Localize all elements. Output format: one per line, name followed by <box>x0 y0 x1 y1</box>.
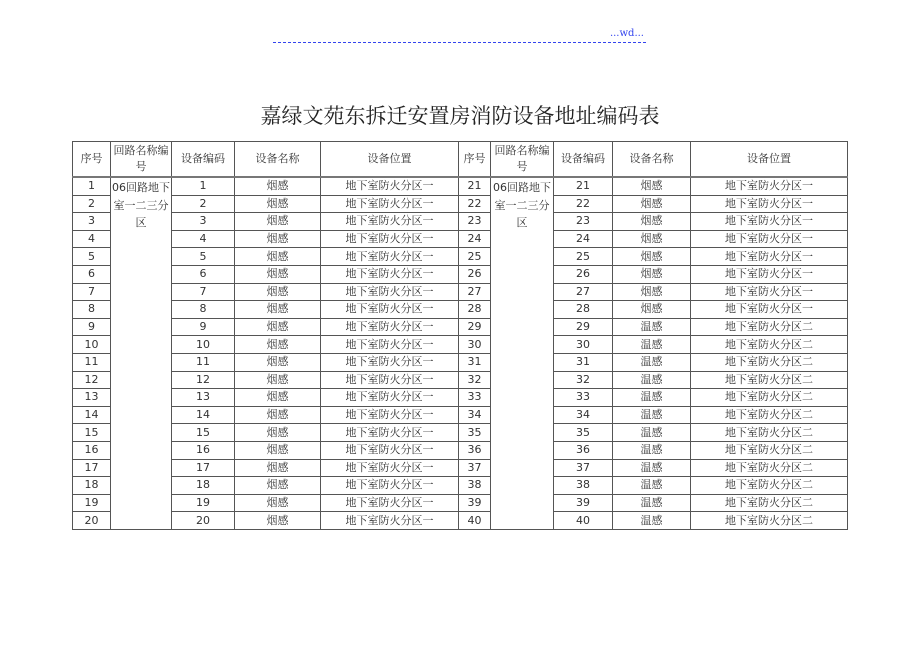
serial-number: 30 <box>459 336 491 354</box>
device-code: 32 <box>554 371 613 389</box>
device-location: 地下室防火分区一 <box>321 230 459 248</box>
table-row <box>73 389 848 407</box>
col-header: 设备编码 <box>172 142 235 178</box>
device-name: 温感 <box>613 353 691 371</box>
table-row <box>73 283 848 301</box>
serial-number: 12 <box>73 371 111 389</box>
serial-number: 29 <box>459 318 491 336</box>
device-code: 21 <box>554 177 613 195</box>
device-location: 地下室防火分区二 <box>691 318 848 336</box>
device-name: 温感 <box>613 336 691 354</box>
device-code: 11 <box>172 353 235 371</box>
device-name: 烟感 <box>613 283 691 301</box>
serial-number: 1 <box>73 177 111 195</box>
col-header: 设备编码 <box>554 142 613 178</box>
device-code: 36 <box>554 441 613 459</box>
device-location: 地下室防火分区二 <box>691 424 848 442</box>
device-location: 地下室防火分区二 <box>691 441 848 459</box>
serial-number: 16 <box>73 441 111 459</box>
device-code: 34 <box>554 406 613 424</box>
device-code: 3 <box>172 213 235 231</box>
serial-number: 21 <box>459 177 491 195</box>
device-code: 17 <box>172 459 235 477</box>
device-code: 23 <box>554 213 613 231</box>
table-row <box>73 195 848 213</box>
table-row <box>73 318 848 336</box>
device-code: 33 <box>554 389 613 407</box>
device-location: 地下室防火分区二 <box>691 406 848 424</box>
device-code: 8 <box>172 301 235 319</box>
device-name: 烟感 <box>235 283 321 301</box>
table-row <box>73 477 848 495</box>
device-name: 烟感 <box>613 248 691 266</box>
device-location: 地下室防火分区一 <box>691 195 848 213</box>
device-code: 28 <box>554 301 613 319</box>
device-code: 26 <box>554 265 613 283</box>
device-location: 地下室防火分区一 <box>321 512 459 530</box>
device-location: 地下室防火分区一 <box>321 318 459 336</box>
serial-number: 20 <box>73 512 111 530</box>
loop-name: 06回路地下室一二三分区 <box>491 177 554 529</box>
device-code: 5 <box>172 248 235 266</box>
serial-number: 39 <box>459 494 491 512</box>
serial-number: 32 <box>459 371 491 389</box>
device-code: 19 <box>172 494 235 512</box>
device-code: 35 <box>554 424 613 442</box>
device-name: 烟感 <box>235 477 321 495</box>
device-name: 温感 <box>613 459 691 477</box>
device-location: 地下室防火分区一 <box>321 406 459 424</box>
device-location: 地下室防火分区一 <box>321 424 459 442</box>
device-code: 39 <box>554 494 613 512</box>
device-location: 地下室防火分区二 <box>691 477 848 495</box>
serial-number: 5 <box>73 248 111 266</box>
device-code: 16 <box>172 441 235 459</box>
serial-number: 22 <box>459 195 491 213</box>
device-name: 烟感 <box>613 301 691 319</box>
serial-number: 6 <box>73 265 111 283</box>
serial-number: 27 <box>459 283 491 301</box>
device-location: 地下室防火分区一 <box>321 441 459 459</box>
table-row <box>73 441 848 459</box>
device-location: 地下室防火分区一 <box>321 265 459 283</box>
device-code: 12 <box>172 371 235 389</box>
loop-name: 06回路地下室一二三分区 <box>111 177 172 529</box>
device-location: 地下室防火分区一 <box>321 494 459 512</box>
device-name: 烟感 <box>235 406 321 424</box>
serial-number: 25 <box>459 248 491 266</box>
device-code: 29 <box>554 318 613 336</box>
device-location: 地下室防火分区二 <box>691 494 848 512</box>
serial-number: 18 <box>73 477 111 495</box>
serial-number: 40 <box>459 512 491 530</box>
table-row <box>73 213 848 231</box>
device-location: 地下室防火分区一 <box>321 248 459 266</box>
device-location: 地下室防火分区一 <box>321 336 459 354</box>
table-row <box>73 230 848 248</box>
device-code: 38 <box>554 477 613 495</box>
device-location: 地下室防火分区一 <box>691 230 848 248</box>
device-name: 烟感 <box>235 512 321 530</box>
device-code: 13 <box>172 389 235 407</box>
table-row <box>73 371 848 389</box>
serial-number: 24 <box>459 230 491 248</box>
device-name: 烟感 <box>613 230 691 248</box>
device-name: 烟感 <box>235 353 321 371</box>
device-location: 地下室防火分区二 <box>691 371 848 389</box>
device-name: 烟感 <box>235 441 321 459</box>
device-name: 烟感 <box>235 459 321 477</box>
header-mark: ...wd... <box>609 28 644 39</box>
serial-number: 4 <box>73 230 111 248</box>
table-row <box>73 177 848 195</box>
device-name: 烟感 <box>613 213 691 231</box>
device-code: 22 <box>554 195 613 213</box>
serial-number: 19 <box>73 494 111 512</box>
serial-number: 13 <box>73 389 111 407</box>
device-code: 9 <box>172 318 235 336</box>
col-header: 设备名称 <box>613 142 691 178</box>
device-name: 烟感 <box>235 230 321 248</box>
device-location: 地下室防火分区一 <box>321 283 459 301</box>
device-name: 烟感 <box>235 213 321 231</box>
device-location: 地下室防火分区一 <box>321 459 459 477</box>
device-name: 温感 <box>613 318 691 336</box>
device-name: 烟感 <box>235 301 321 319</box>
device-code: 18 <box>172 477 235 495</box>
serial-number: 31 <box>459 353 491 371</box>
document-title: 嘉绿文苑东拆迁安置房消防设备地址编码表 <box>260 104 660 128</box>
serial-number: 26 <box>459 265 491 283</box>
serial-number: 7 <box>73 283 111 301</box>
device-code: 24 <box>554 230 613 248</box>
serial-number: 8 <box>73 301 111 319</box>
device-address-table <box>72 141 848 530</box>
device-code: 7 <box>172 283 235 301</box>
serial-number: 33 <box>459 389 491 407</box>
device-location: 地下室防火分区一 <box>691 301 848 319</box>
serial-number: 9 <box>73 318 111 336</box>
col-header: 回路名称编号 <box>111 142 172 178</box>
device-location: 地下室防火分区二 <box>691 512 848 530</box>
device-name: 烟感 <box>613 177 691 195</box>
device-name: 温感 <box>613 371 691 389</box>
device-name: 烟感 <box>235 389 321 407</box>
device-location: 地下室防火分区一 <box>321 389 459 407</box>
table-row <box>73 301 848 319</box>
device-location: 地下室防火分区二 <box>691 459 848 477</box>
serial-number: 23 <box>459 213 491 231</box>
serial-number: 17 <box>73 459 111 477</box>
table-row <box>73 494 848 512</box>
device-name: 烟感 <box>235 371 321 389</box>
device-code: 4 <box>172 230 235 248</box>
device-location: 地下室防火分区一 <box>691 248 848 266</box>
device-location: 地下室防火分区一 <box>321 477 459 495</box>
device-name: 烟感 <box>235 336 321 354</box>
device-code: 6 <box>172 265 235 283</box>
device-name: 温感 <box>613 477 691 495</box>
device-name: 烟感 <box>613 265 691 283</box>
device-code: 10 <box>172 336 235 354</box>
col-header: 设备位置 <box>321 142 459 178</box>
serial-number: 10 <box>73 336 111 354</box>
serial-number: 35 <box>459 424 491 442</box>
col-header: 设备位置 <box>691 142 848 178</box>
serial-number: 28 <box>459 301 491 319</box>
device-location: 地下室防火分区一 <box>321 195 459 213</box>
table-row <box>73 424 848 442</box>
device-name: 烟感 <box>235 177 321 195</box>
device-code: 14 <box>172 406 235 424</box>
device-name: 温感 <box>613 424 691 442</box>
device-location: 地下室防火分区一 <box>321 353 459 371</box>
device-name: 温感 <box>613 441 691 459</box>
serial-number: 14 <box>73 406 111 424</box>
device-code: 31 <box>554 353 613 371</box>
col-header: 序号 <box>459 142 491 178</box>
table-row <box>73 265 848 283</box>
table-row <box>73 353 848 371</box>
col-header: 设备名称 <box>235 142 321 178</box>
device-location: 地下室防火分区一 <box>691 213 848 231</box>
device-name: 温感 <box>613 406 691 424</box>
device-name: 烟感 <box>235 248 321 266</box>
table-row <box>73 459 848 477</box>
device-location: 地下室防火分区一 <box>321 177 459 195</box>
device-code: 1 <box>172 177 235 195</box>
device-code: 30 <box>554 336 613 354</box>
serial-number: 3 <box>73 213 111 231</box>
device-code: 37 <box>554 459 613 477</box>
device-location: 地下室防火分区二 <box>691 353 848 371</box>
device-name: 烟感 <box>235 494 321 512</box>
device-location: 地下室防火分区二 <box>691 389 848 407</box>
serial-number: 2 <box>73 195 111 213</box>
device-name: 烟感 <box>235 195 321 213</box>
device-code: 25 <box>554 248 613 266</box>
col-header: 序号 <box>73 142 111 178</box>
device-location: 地下室防火分区二 <box>691 336 848 354</box>
device-name: 温感 <box>613 512 691 530</box>
device-code: 40 <box>554 512 613 530</box>
device-code: 2 <box>172 195 235 213</box>
device-code: 15 <box>172 424 235 442</box>
serial-number: 34 <box>459 406 491 424</box>
device-name: 烟感 <box>235 265 321 283</box>
device-location: 地下室防火分区一 <box>691 283 848 301</box>
table-row <box>73 248 848 266</box>
table-header-row <box>73 142 848 178</box>
table-row <box>73 512 848 530</box>
serial-number: 15 <box>73 424 111 442</box>
serial-number: 36 <box>459 441 491 459</box>
serial-number: 38 <box>459 477 491 495</box>
col-header: 回路名称编号 <box>491 142 554 178</box>
device-name: 烟感 <box>235 318 321 336</box>
device-name: 烟感 <box>613 195 691 213</box>
device-location: 地下室防火分区一 <box>321 213 459 231</box>
device-location: 地下室防火分区一 <box>691 177 848 195</box>
device-name: 温感 <box>613 389 691 407</box>
device-code: 27 <box>554 283 613 301</box>
device-location: 地下室防火分区一 <box>321 371 459 389</box>
serial-number: 37 <box>459 459 491 477</box>
device-code: 20 <box>172 512 235 530</box>
table-row <box>73 336 848 354</box>
device-location: 地下室防火分区一 <box>321 301 459 319</box>
serial-number: 11 <box>73 353 111 371</box>
table-row <box>73 406 848 424</box>
device-location: 地下室防火分区一 <box>691 265 848 283</box>
device-name: 温感 <box>613 494 691 512</box>
page-header-rule <box>273 30 646 43</box>
device-name: 烟感 <box>235 424 321 442</box>
